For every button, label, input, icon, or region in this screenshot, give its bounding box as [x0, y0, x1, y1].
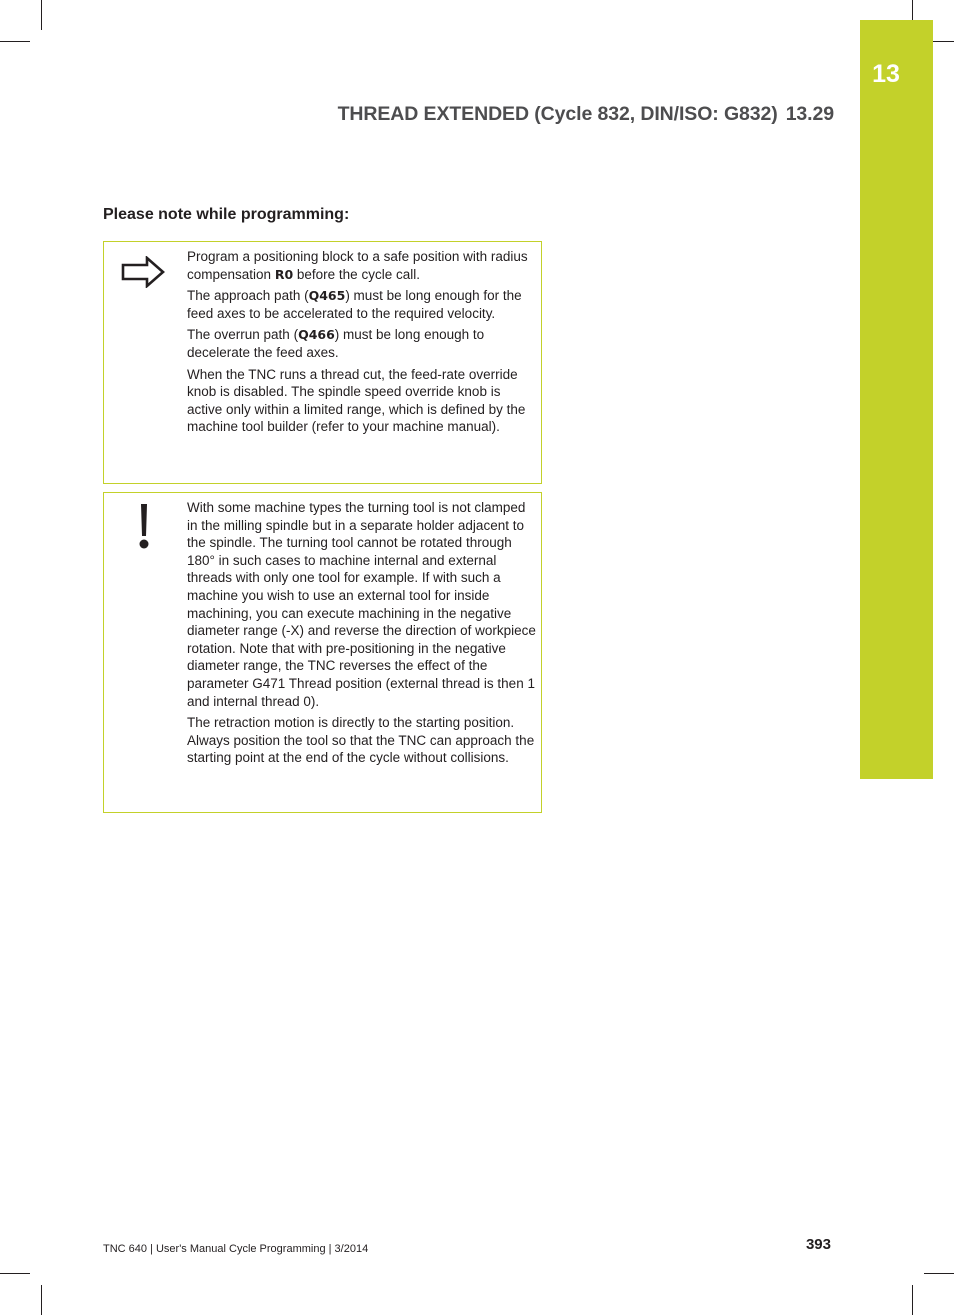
note-divider: [186, 812, 541, 813]
text-span: The approach path (: [187, 288, 309, 304]
note-box-warning: [103, 492, 542, 813]
chapter-tab: [860, 20, 933, 779]
section-subheading: Please note while programming:: [103, 206, 350, 223]
code-q466: Q466: [298, 327, 335, 343]
note-paragraph: When the TNC runs a thread cut, the feed-rate override knob is disabled. The spindle speed override knob is active only within a limited range, which is defined by the machine tool builder (refer to your machine manual).: [187, 366, 526, 435]
crop-mark: [41, 1285, 42, 1315]
header-title: THREAD EXTENDED (Cycle 832, DIN/ISO: G832): [337, 103, 778, 125]
page-number: 393: [805, 1236, 831, 1253]
crop-mark: [912, 1285, 913, 1315]
crop-mark: [0, 1273, 30, 1274]
code-q465: Q465: [308, 288, 346, 304]
header-section: 13.29: [785, 103, 834, 125]
crop-mark: [924, 1273, 954, 1274]
text-span: The overrun path (: [187, 327, 299, 343]
crop-mark: [41, 0, 42, 30]
text-span: before the cycle call.: [293, 266, 420, 282]
crop-mark: [0, 41, 30, 42]
note-paragraph: [187, 326, 537, 361]
code-r0: R0: [274, 266, 294, 282]
crop-mark: [912, 0, 913, 20]
note-box-info: [103, 241, 542, 484]
text-span: ) must be long enough for the feed axes to be accelerated to the required velocity.: [187, 288, 522, 321]
note-paragraph: With some machine types the turning tool is not clamped in the milling spindle but in a separate holder adjacent to the spindle. The turning tool cannot be rotated through 180° in such cases to machine internal and external threads with only one tool for example. If with such a machine you wish to use an external tool for inside machining, you can execute machining in the negative diameter range (-X) and reverse the direction of workpiece rotation. Note that with pre-positioning in the negative diameter range, the TNC reverses the effect of the parameter G471 Thread position (external thread is then 1 and internal thread 0).: [187, 500, 536, 709]
exclamation-icon: [134, 504, 154, 550]
note-paragraph: [187, 287, 537, 322]
arrow-right-icon: [121, 256, 165, 288]
footer-text: TNC 640 | User's Manual Cycle Programming | 3/2014: [103, 1243, 369, 1255]
text-span: ) must be long enough to decelerate the feed axes.: [187, 327, 485, 360]
note-text: [187, 248, 537, 440]
note-paragraph: The retraction motion is directly to the starting position. Always position the tool so that the TNC can approach the starting point at the end of the cycle without collisions.: [187, 715, 535, 766]
running-header: [338, 103, 834, 126]
text-span: Program a positioning block to a safe position with radius compensation: [187, 249, 528, 282]
note-text: [187, 499, 537, 771]
note-divider: [186, 483, 541, 484]
note-paragraph: [187, 248, 537, 283]
chapter-number: 13: [872, 60, 900, 88]
